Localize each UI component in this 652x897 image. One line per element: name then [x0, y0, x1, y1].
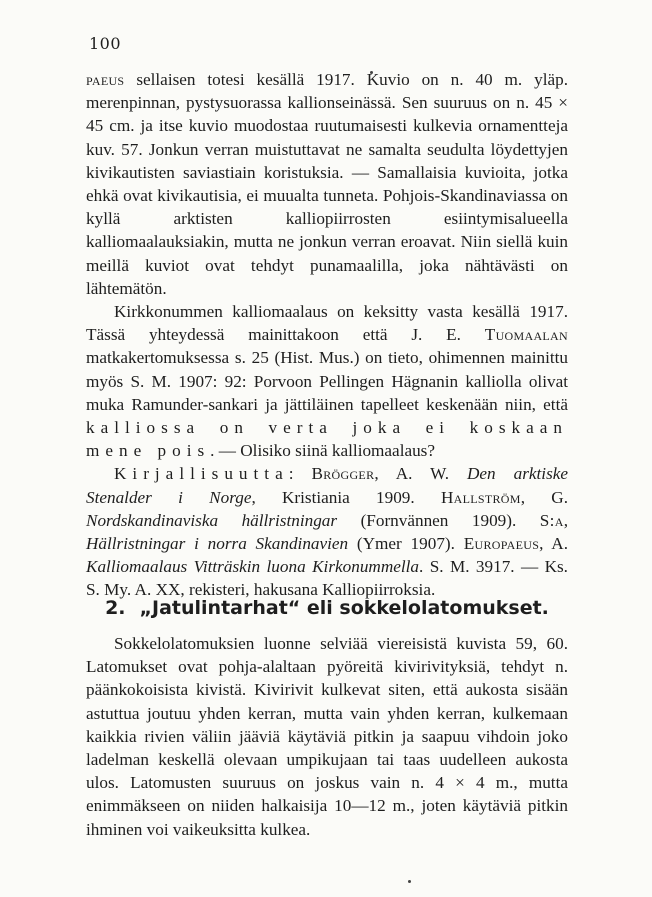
- bib-title-1: Den arktiske Stenalder i Norge: [86, 464, 569, 507]
- author-tuomaala: Tuomaalan: [484, 325, 568, 345]
- bib-title-3: Hällristningar i norra Skandinavien: [86, 534, 349, 554]
- paragraph-1-text: sellaisen totesi kesällä 1917. Kuvio on n. 40 m. yläp. merenpinnan, pystysuorassa kallionseinässä. Sen suuruus on n. 45 × 45 cm. ja itse kuvio muodostaa ruutumaisesti kulkevia ornamentteja kuv. 57. Jonkun verran muistuttavat ne samalta seudulta löydettyjen kivikautisten saviastiain koristuksia. — Samallaisia kuvioita, jotka ehkä ovat kivikautisia, ei muualta tunneta. Pohjois-Skandinaviassa on kyllä arktisten kalliopiirrosten esiintymisalueella kalliomaalauksiakin, mutta ne jonkun verran eroavat. Niin siellä kuin meillä kuviot ovat tehdyt punamaalilla, joka nähtävästi on lähtemätön.: [86, 70, 568, 298]
- body-text-upper: [86, 68, 568, 602]
- bib-initials-1: , A. W.: [374, 464, 467, 484]
- bib-title-2: Nordskandinaviska hällristningar: [86, 510, 338, 530]
- paragraph-1: [86, 68, 568, 300]
- author-fragment: paeus: [86, 70, 125, 89]
- bib-pub-1: , Kristiania 1909.: [251, 487, 441, 507]
- spaced-quote: kalliossa on verta joka ei koskaan mene pois: [86, 418, 568, 461]
- body-text-lower: [86, 632, 568, 841]
- paragraph-3: Sokkelolatomuksien luonne selviää viereisistä kuvista 59, 60. Latomukset ovat pohja-alaltaan pyöreitä kivirivityksiä, tehdyt n. päänkokoisista kivistä. Kivirivit kulkevat siten, että aukosta sisään astuttua joutuu yhden kerran, mutta vain yhden kerran, kulkemaan kaikkia rivien väliin jääviä käytäviä pitkin ja saapuu vihdoin joko ladelman keskellä olevaan umpikujaan tai taas uudelleen aukosta ulos. Latomusten suuruus on joskus vain n. 4 × 4 m., mutta enimmäkseen on niiden halkaisija 10—12 m., joten käytäviä pitkin ihminen voi vaikeuksitta kulkea.: [86, 634, 568, 839]
- paragraph-2: [86, 300, 568, 462]
- bib-pub-2: (Fornvännen 1909).: [337, 510, 540, 530]
- paragraph-2-text-a: Kirkkonummen kalliomaalaus on keksitty vasta kesällä 1917. Tässä yhteydessä mainittakoon että J. E.: [86, 302, 568, 345]
- paragraph-2-text-c: . — Olisiko siinä kalliomaalaus?: [210, 441, 436, 461]
- page-number: 100: [89, 34, 122, 53]
- section-number: 2.: [105, 597, 126, 619]
- bib-pub-3: (Ymer 1907).: [348, 534, 464, 554]
- print-speck: [408, 880, 411, 883]
- bib-author-1: Brögger: [311, 464, 375, 484]
- bib-pub-4: . S. M. 3917. — Ks. S. My. A. XX, rekisteri, hakusana Kalliopiirroksia.: [86, 557, 568, 600]
- bibliography: [86, 462, 568, 601]
- bib-sep-3: ,: [563, 510, 568, 530]
- section-title: „Jatulintarhat“ eli sokkelolatomukset.: [139, 597, 549, 619]
- bibliography-label: Kirjallisuutta: [114, 464, 289, 484]
- bibliography-colon: :: [288, 464, 312, 484]
- paragraph-2-text-b: matkakertomuksessa s. 25 (Hist. Mus.) on tieto, ohimennen mainittu myös S. M. 1907: 92: Porvoon Pellingen Hägnanin kalliolla olivat muka Ramunder-sankari ja jättiläinen tapelleet keskenään niin, että: [86, 348, 568, 414]
- section-heading: [86, 596, 568, 620]
- bib-initials-4: , A.: [539, 534, 568, 554]
- bib-author-2: Hallström: [440, 487, 521, 507]
- bib-author-3: S:a: [539, 510, 564, 530]
- bib-author-4: Europaeus: [463, 534, 540, 554]
- bib-initials-2: , G.: [520, 487, 568, 507]
- bib-title-4: Kalliomaalaus Vitträskin luona Kirkonummella: [86, 557, 420, 577]
